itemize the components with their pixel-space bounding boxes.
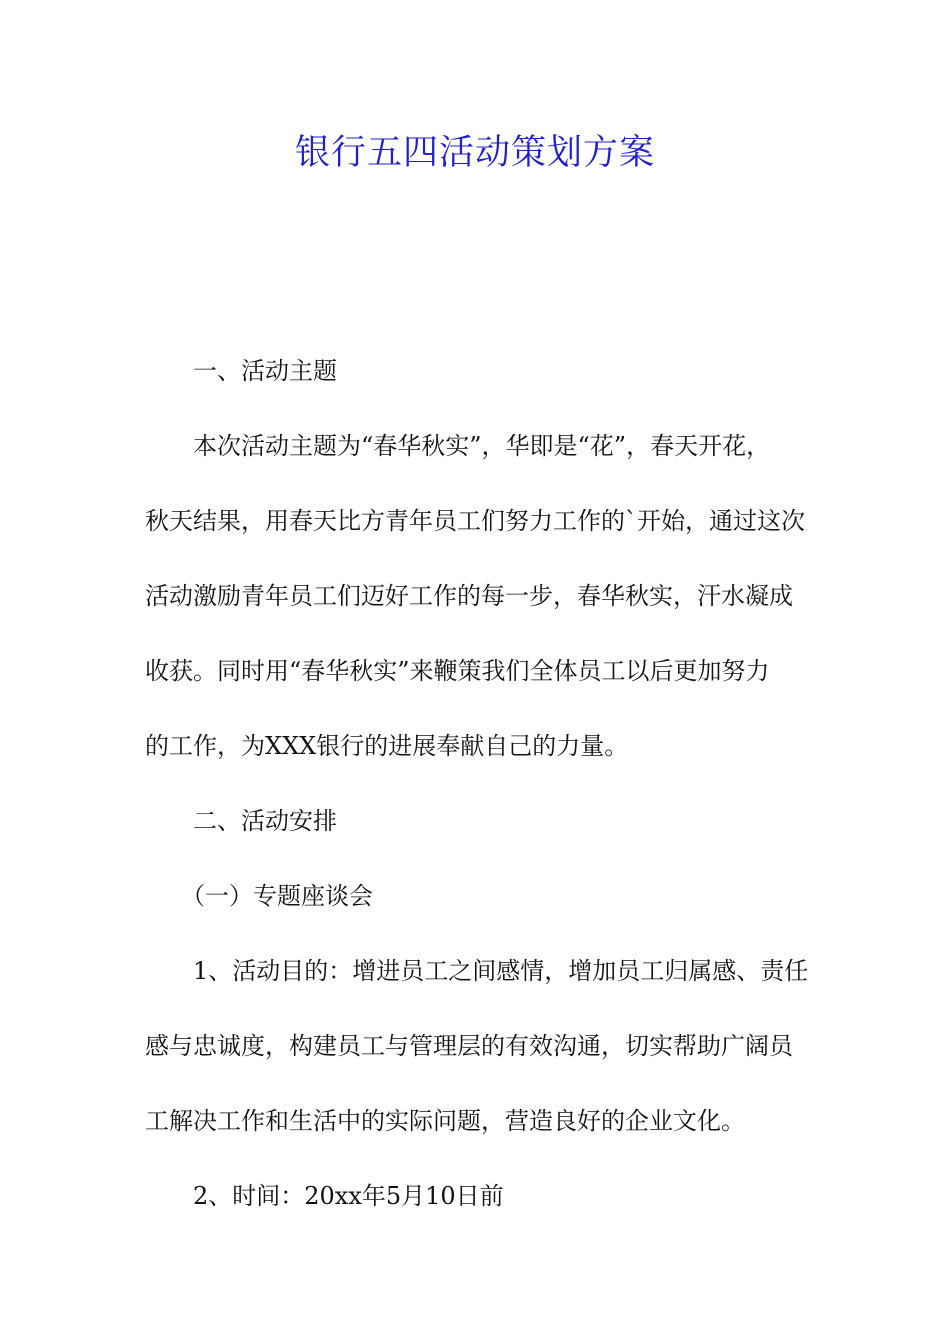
paragraph-line: 工解决工作和生活中的实际问题，营造良好的企业文化。 [145, 1107, 745, 1135]
paragraph-line-time: 2、时间：20xx年5月10日前 [193, 1182, 504, 1210]
subsection-heading-seminar: （一）专题座谈会 [181, 882, 373, 910]
paragraph-line: 活动激励青年员工们迈好工作的每一步，春华秋实，汗水凝成 [145, 582, 793, 610]
paragraph-line: 的工作，为XXX银行的进展奉献自己的力量。 [145, 732, 629, 760]
section-heading-arrangement: 二、活动安排 [193, 807, 337, 835]
document-body [145, 334, 825, 1234]
paragraph-line: 1、活动目的：增进员工之间感情，增加员工归属感、责任 [193, 957, 809, 985]
paragraph-line: 收获。同时用“春华秋实”来鞭策我们全体员工以后更加努力 [145, 657, 770, 685]
paragraph-line: 本次活动主题为“春华秋实”，华即是“花”，春天开花， [193, 432, 771, 460]
paragraph-line: 感与忠诚度，构建员工与管理层的有效沟通，切实帮助广阔员 [145, 1032, 793, 1060]
document-title: 银行五四活动策划方案 [294, 133, 655, 173]
section-heading-theme: 一、活动主题 [193, 357, 337, 385]
paragraph-line: 秋天结果，用春天比方青年员工们努力工作的`开始，通过这次 [145, 507, 805, 535]
